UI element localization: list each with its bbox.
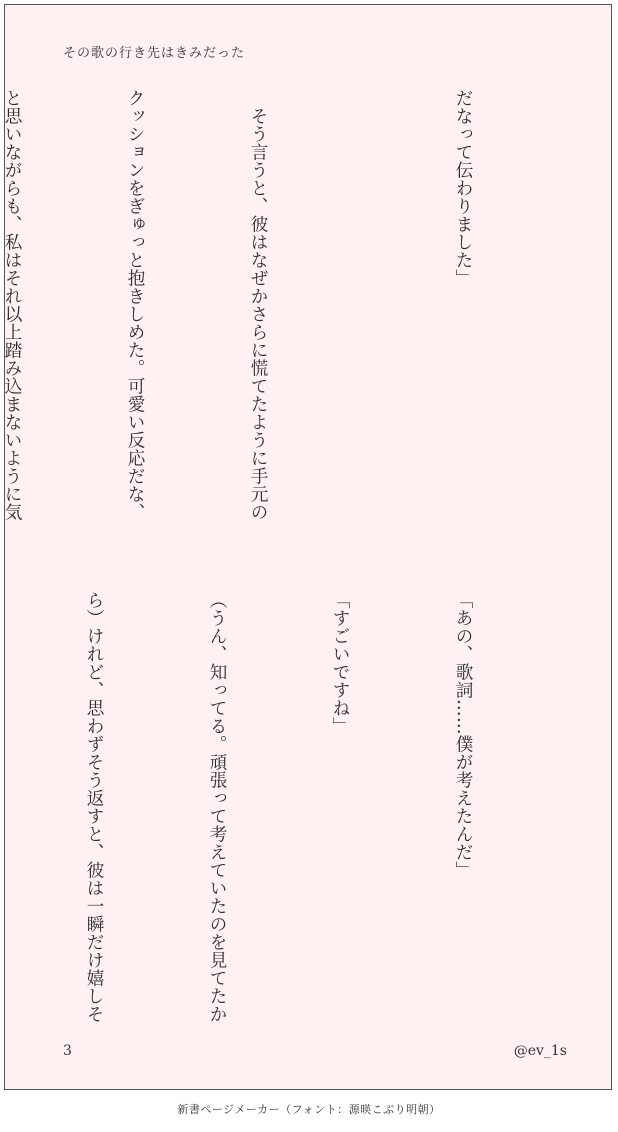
text-line: 「あの、歌詞……僕が考えたんだ」	[453, 591, 473, 879]
text-line: （うん、知ってる。頑張って考えていたのを見てたか	[207, 591, 227, 1023]
text-line: と思いながらも、私はそれ以上踏み込まないように気	[2, 89, 22, 521]
text-line: ら）けれど、思わずそう返すと、彼は一瞬だけ嬉しそ	[84, 591, 104, 1023]
text-line: だなって伝わりました」	[453, 89, 473, 287]
text-block-bottom	[0, 591, 565, 1031]
text-line: そう言うと、彼はなぜかさらに慌てたように手元の	[248, 89, 268, 521]
text-line: 「すごいですね」	[330, 591, 350, 735]
running-head: その歌の行き先はきみだった	[63, 46, 246, 61]
book-page	[4, 4, 612, 1090]
page-number: 3	[63, 1043, 72, 1059]
text-block-top	[0, 89, 565, 529]
footer-credit: 新書ページメーカー（フォント：源暎こぶり明朝）	[177, 1103, 441, 1116]
text-line: クッションをぎゅっと抱きしめた。可愛い反応だな、	[125, 89, 145, 521]
author-handle: @ev_1s	[513, 1043, 567, 1059]
